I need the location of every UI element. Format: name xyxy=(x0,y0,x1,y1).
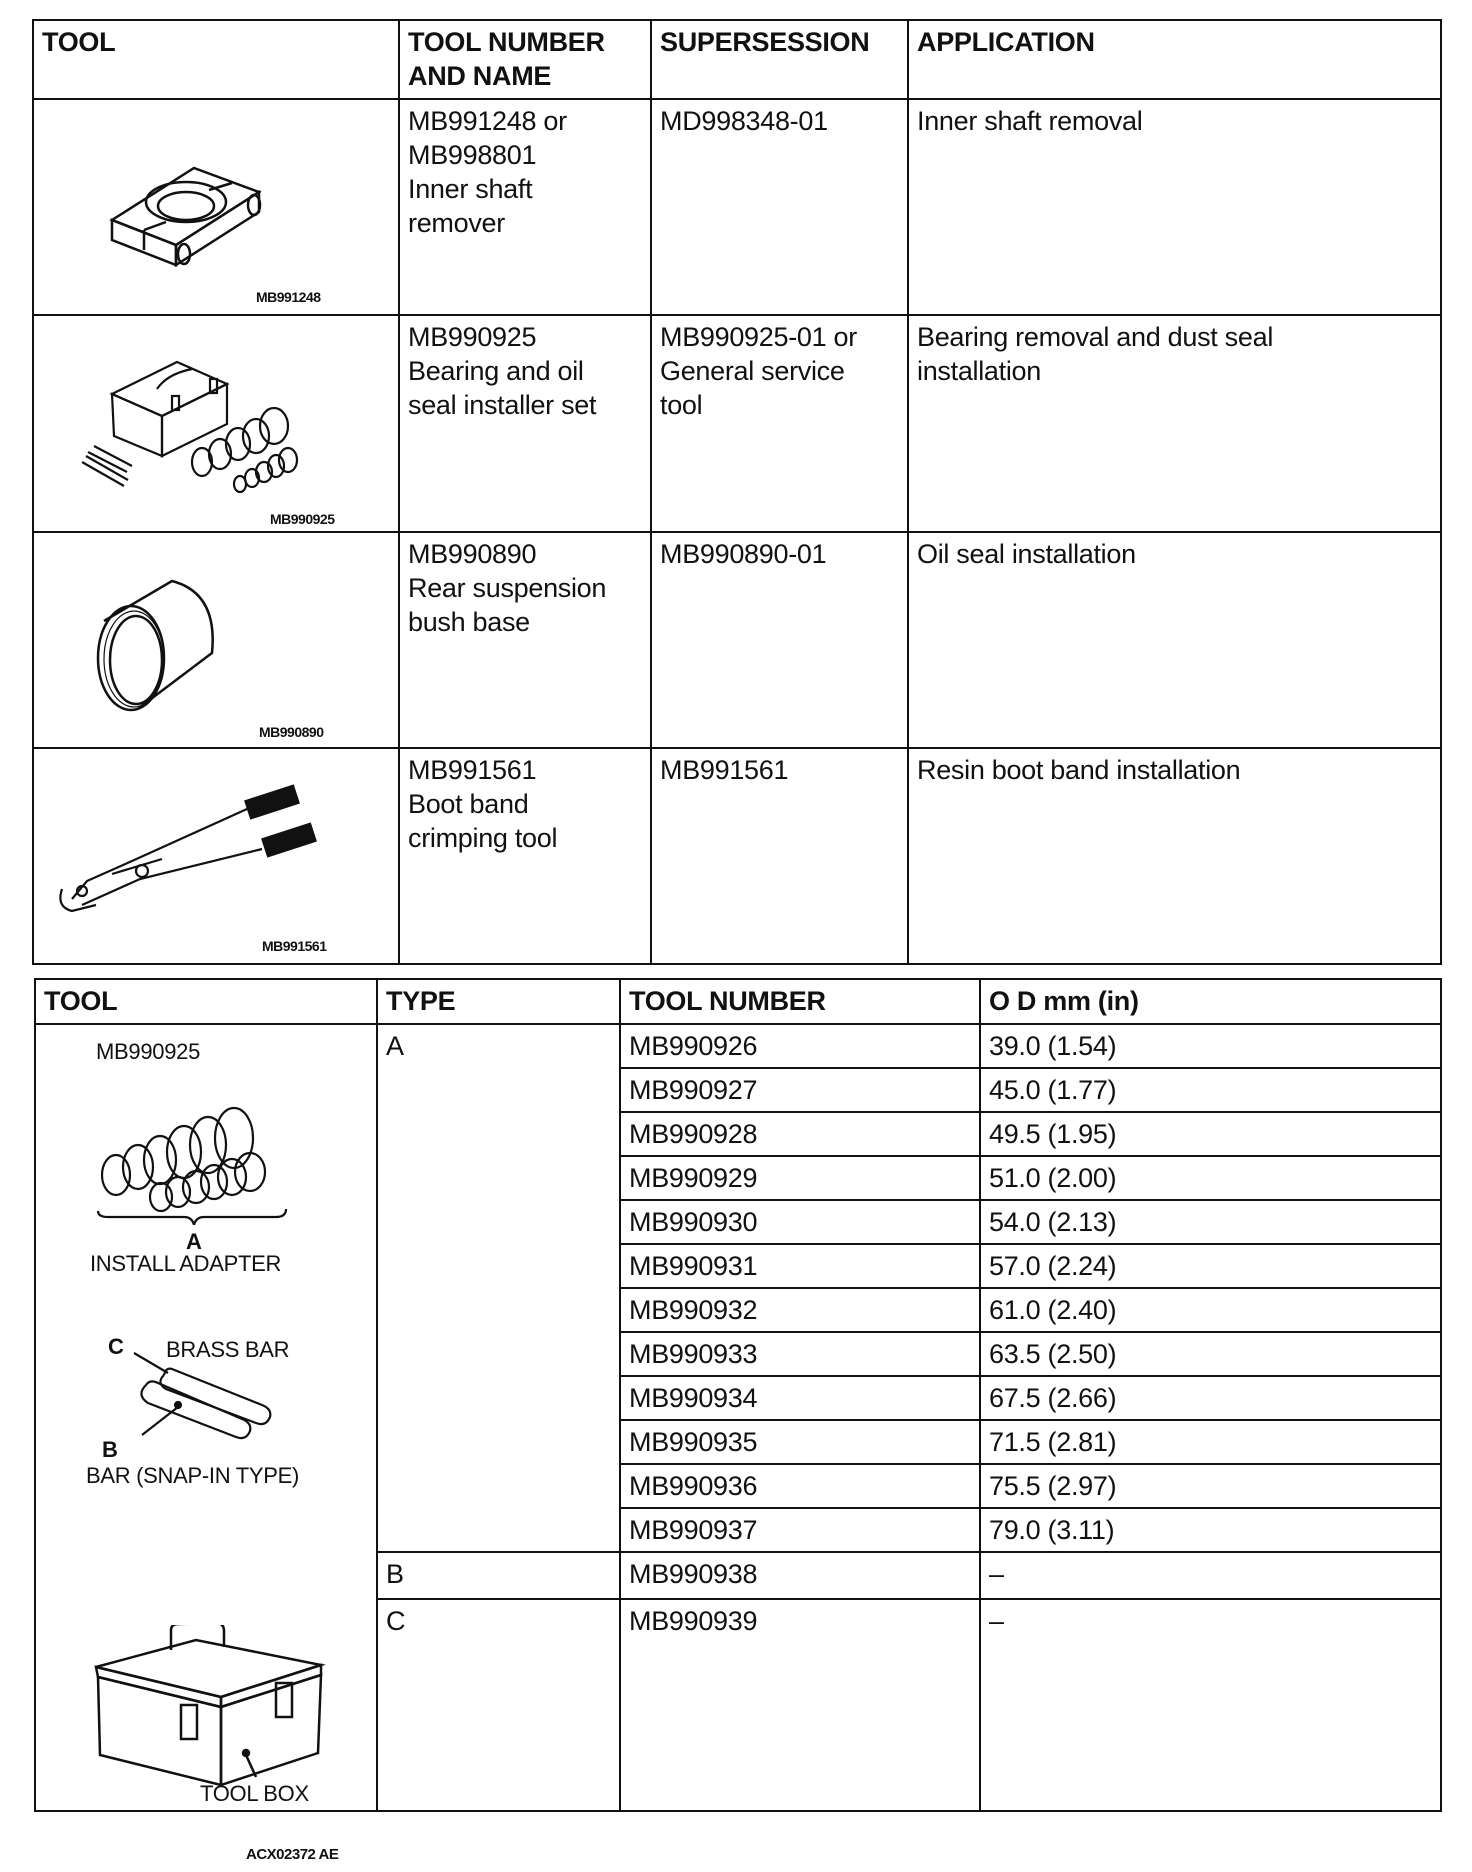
tool-image-caption: MB990890 xyxy=(259,724,324,740)
bars-icon xyxy=(106,1345,326,1445)
type-cell: A xyxy=(377,1024,620,1552)
od-value: 54.0 (2.13) xyxy=(980,1200,1441,1244)
od-value: 51.0 (2.00) xyxy=(980,1156,1441,1200)
od-value: – xyxy=(980,1552,1441,1599)
tool-number-and-name: MB991248 or MB998801 Inner shaft remover xyxy=(399,99,651,315)
tool-number: MB990928 xyxy=(620,1112,980,1156)
od-value: 49.5 (1.95) xyxy=(980,1112,1441,1156)
tool-image-cell xyxy=(33,99,399,315)
od-value: 79.0 (3.11) xyxy=(980,1508,1441,1552)
tool-number: MB990930 xyxy=(620,1200,980,1244)
set-number-label: MB990925 xyxy=(96,1039,201,1064)
split-plate-remover-icon xyxy=(104,150,364,280)
install-adapter-label: INSTALL ADAPTER xyxy=(90,1251,282,1276)
type-cell: C xyxy=(377,1599,620,1811)
application: Bearing removal and dust seal installation xyxy=(908,315,1441,532)
tool-number: MB990936 xyxy=(620,1464,980,1508)
header-tool-number: TOOL NUMBER xyxy=(620,979,980,1024)
od-value: 71.5 (2.81) xyxy=(980,1420,1441,1464)
special-tools-table xyxy=(32,19,1442,965)
tool-image-caption: MB991248 xyxy=(256,289,321,305)
header-tool-number-and-name: TOOL NUMBER AND NAME xyxy=(399,20,651,99)
table-row xyxy=(33,532,1441,748)
supersession: MB990890-01 xyxy=(651,532,908,748)
application: Resin boot band installation xyxy=(908,748,1441,964)
tool-number: MB990934 xyxy=(620,1376,980,1420)
table-row xyxy=(33,315,1441,532)
supersession: MD998348-01 xyxy=(651,99,908,315)
tool-image-cell xyxy=(33,315,399,532)
header-od: O D mm (in) xyxy=(980,979,1441,1024)
tool-number: MB990932 xyxy=(620,1288,980,1332)
od-value: 63.5 (2.50) xyxy=(980,1332,1441,1376)
figure-code: ACX02372 AE xyxy=(246,1846,339,1863)
tool-image-cell xyxy=(33,532,399,748)
set-illustration-cell xyxy=(35,1024,377,1863)
table-row xyxy=(35,1024,1441,1068)
tool-number: MB990935 xyxy=(620,1420,980,1464)
letter-c-label: C xyxy=(108,1334,124,1359)
tool-number-and-name: MB991561 Boot band crimping tool xyxy=(399,748,651,964)
bar-snap-in-label: BAR (SNAP-IN TYPE) xyxy=(86,1463,300,1488)
tool-number-and-name: MB990890 Rear suspension bush base xyxy=(399,532,651,748)
application: Oil seal installation xyxy=(908,532,1441,748)
od-value: – xyxy=(980,1599,1441,1811)
tool-number: MB990933 xyxy=(620,1332,980,1376)
installer-set-table xyxy=(34,978,1442,1863)
table-row xyxy=(33,748,1441,964)
crimping-pliers-icon xyxy=(52,779,352,919)
application: Inner shaft removal xyxy=(908,99,1441,315)
tool-number: MB990931 xyxy=(620,1244,980,1288)
header-type: TYPE xyxy=(377,979,620,1024)
od-value: 61.0 (2.40) xyxy=(980,1288,1441,1332)
header-tool: TOOL xyxy=(33,20,399,99)
tool-number: MB990939 xyxy=(620,1599,980,1811)
letter-b-label: B xyxy=(102,1437,118,1462)
tool-number-and-name: MB990925 Bearing and oil seal installer set xyxy=(399,315,651,532)
od-value: 45.0 (1.77) xyxy=(980,1068,1441,1112)
supersession: MB991561 xyxy=(651,748,908,964)
letter-a-label: A xyxy=(186,1229,202,1254)
supersession: MB990925-01 or General service tool xyxy=(651,315,908,532)
od-value: 57.0 (2.24) xyxy=(980,1244,1441,1288)
tool-number: MB990938 xyxy=(620,1552,980,1599)
tool-image-caption: MB990925 xyxy=(270,511,335,527)
brass-bar-label: BRASS BAR xyxy=(166,1337,290,1362)
header-tool: TOOL xyxy=(35,979,377,1024)
tool-number: MB990937 xyxy=(620,1508,980,1552)
tool-box-label: TOOL BOX xyxy=(200,1781,309,1806)
header-application: APPLICATION xyxy=(908,20,1441,99)
tool-number: MB990926 xyxy=(620,1024,980,1068)
od-value: 75.5 (2.97) xyxy=(980,1464,1441,1508)
type-cell: B xyxy=(377,1552,620,1599)
header-row xyxy=(35,979,1441,1024)
tool-number: MB990927 xyxy=(620,1068,980,1112)
od-value: 67.5 (2.66) xyxy=(980,1376,1441,1420)
od-value: 39.0 (1.54) xyxy=(980,1024,1441,1068)
header-supersession: SUPERSESSION xyxy=(651,20,908,99)
tool-image-cell xyxy=(33,748,399,964)
install-adapter-icon xyxy=(96,1105,296,1225)
installer-set-toolbox-icon xyxy=(62,344,362,504)
tool-number: MB990929 xyxy=(620,1156,980,1200)
bush-base-cylinder-icon xyxy=(94,563,234,713)
table-row xyxy=(33,99,1441,315)
tool-image-caption: MB991561 xyxy=(262,938,327,954)
header-row xyxy=(33,20,1441,99)
